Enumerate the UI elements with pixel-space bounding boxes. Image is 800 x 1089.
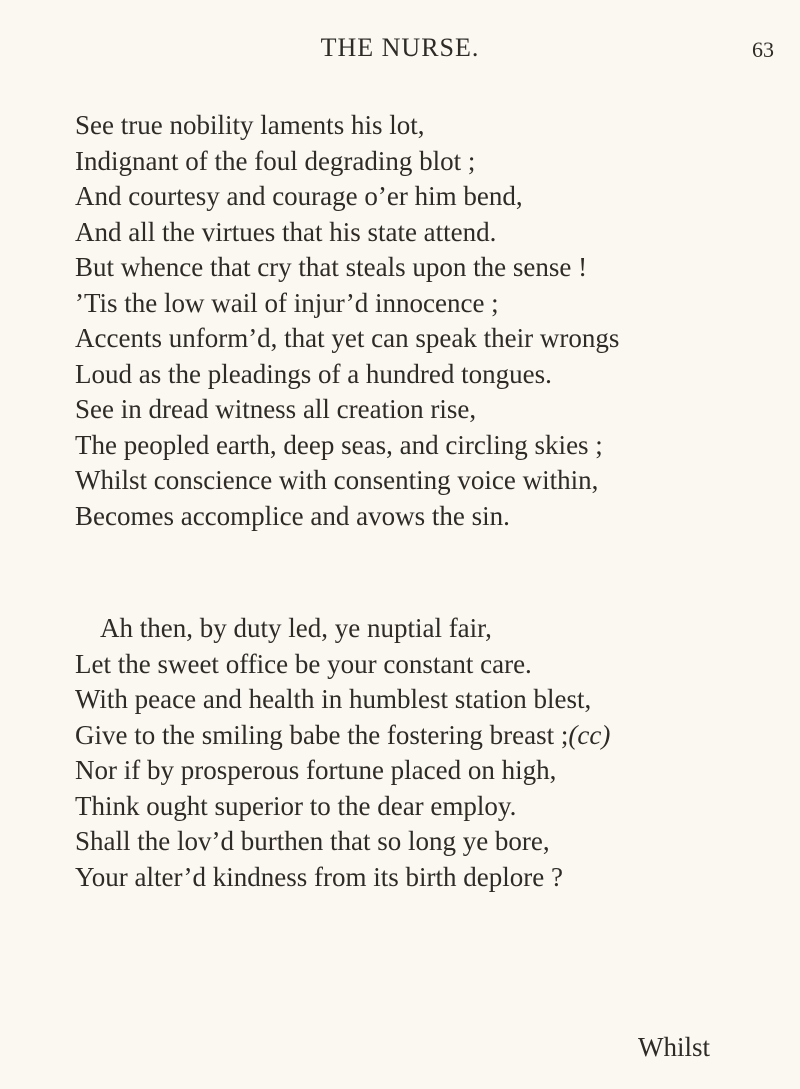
verse-line: Ah then, by duty led, ye nuptial fair, <box>100 613 492 643</box>
verse-line: See true nobility laments his lot, <box>75 110 425 140</box>
verse-line: Whilst conscience with consenting voice within, <box>75 465 599 495</box>
verse-line: Nor if by prosperous fortune placed on high, <box>75 755 557 785</box>
verse-line: Loud as the pleadings of a hundred tongues. <box>75 358 552 389</box>
verse-line: Indignant of the foul degrading blot ; <box>75 145 476 176</box>
verse-line-with-note <box>75 718 775 754</box>
verse-line: And all the virtues that his state attend. <box>75 216 497 247</box>
verse-line: Becomes accomplice and avows the sin. <box>75 500 510 531</box>
verse-line: With peace and health in humblest station blest, <box>75 684 592 714</box>
stanza-1 <box>75 108 775 534</box>
verse-line: Let the sweet office be your constant care. <box>75 648 532 679</box>
verse-line: Shall the lov’d burthen that so long ye bore, <box>75 826 550 856</box>
verse-line: And courtesy and courage o’er him bend, <box>75 181 523 211</box>
verse-line: Think ought superior to the dear employ. <box>75 790 517 821</box>
running-head <box>0 33 800 73</box>
verse-line-text: Give to the smiling babe the fostering breast ; <box>75 719 569 750</box>
verse-line: Your alter’d kindness from its birth deplore ? <box>75 861 563 892</box>
verse-line: Accents unform’d, that yet can speak their wrongs <box>75 323 620 353</box>
verse-line: The peopled earth, deep seas, and circling skies ; <box>75 429 603 460</box>
running-head-title: THE NURSE. <box>320 33 480 62</box>
stanza-2 <box>75 611 775 895</box>
verse-line: See in dread witness all creation rise, <box>75 394 477 424</box>
page-number: 63 <box>752 37 774 62</box>
verse-line: But whence that cry that steals upon the sense ! <box>75 252 588 282</box>
verse-line: ’Tis the low wail of injur’d innocence ; <box>75 287 499 318</box>
footnote-reference: (cc) <box>568 719 611 750</box>
catchword: Whilst <box>638 1032 710 1062</box>
